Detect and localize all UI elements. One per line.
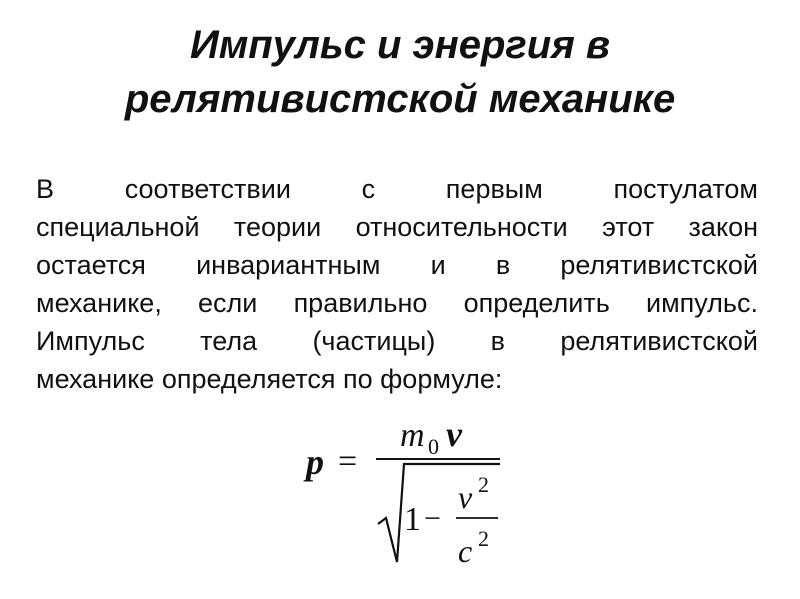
paragraph-line: специальной теории относительности этот закон xyxy=(36,212,758,242)
body-paragraph xyxy=(36,170,758,398)
formula-light-speed-c: c xyxy=(458,533,473,569)
formula-momentum-symbol: p xyxy=(306,442,324,482)
paragraph-line: механике, если правильно определить импульс. xyxy=(36,288,758,318)
momentum-formula-svg xyxy=(300,412,520,582)
paragraph-line: остается инвариантным и в релятивистской xyxy=(36,250,758,280)
momentum-formula xyxy=(300,412,520,582)
formula-minus-sign: − xyxy=(424,502,441,535)
formula-equals-sign: = xyxy=(338,443,358,480)
formula-v-exponent: 2 xyxy=(478,472,489,497)
paragraph-line: механике определяется по формуле: xyxy=(36,364,503,394)
formula-speed-v: v xyxy=(458,479,473,515)
formula-one: 1 xyxy=(404,501,421,538)
paragraph-line: В соответствии с первым постулатом xyxy=(36,174,758,204)
formula-velocity-vector: v xyxy=(446,414,462,454)
slide-title-line-2: релятивистской механике xyxy=(124,77,676,121)
formula-rest-mass: m xyxy=(400,417,425,454)
formula-mass-subscript: 0 xyxy=(428,434,439,459)
formula-c-exponent: 2 xyxy=(478,526,489,551)
paragraph-line: Импульс тела (частицы) в релятивистской xyxy=(36,326,758,356)
slide-title xyxy=(40,18,760,126)
slide-title-line-1: Импульс и энергия в xyxy=(189,23,611,67)
